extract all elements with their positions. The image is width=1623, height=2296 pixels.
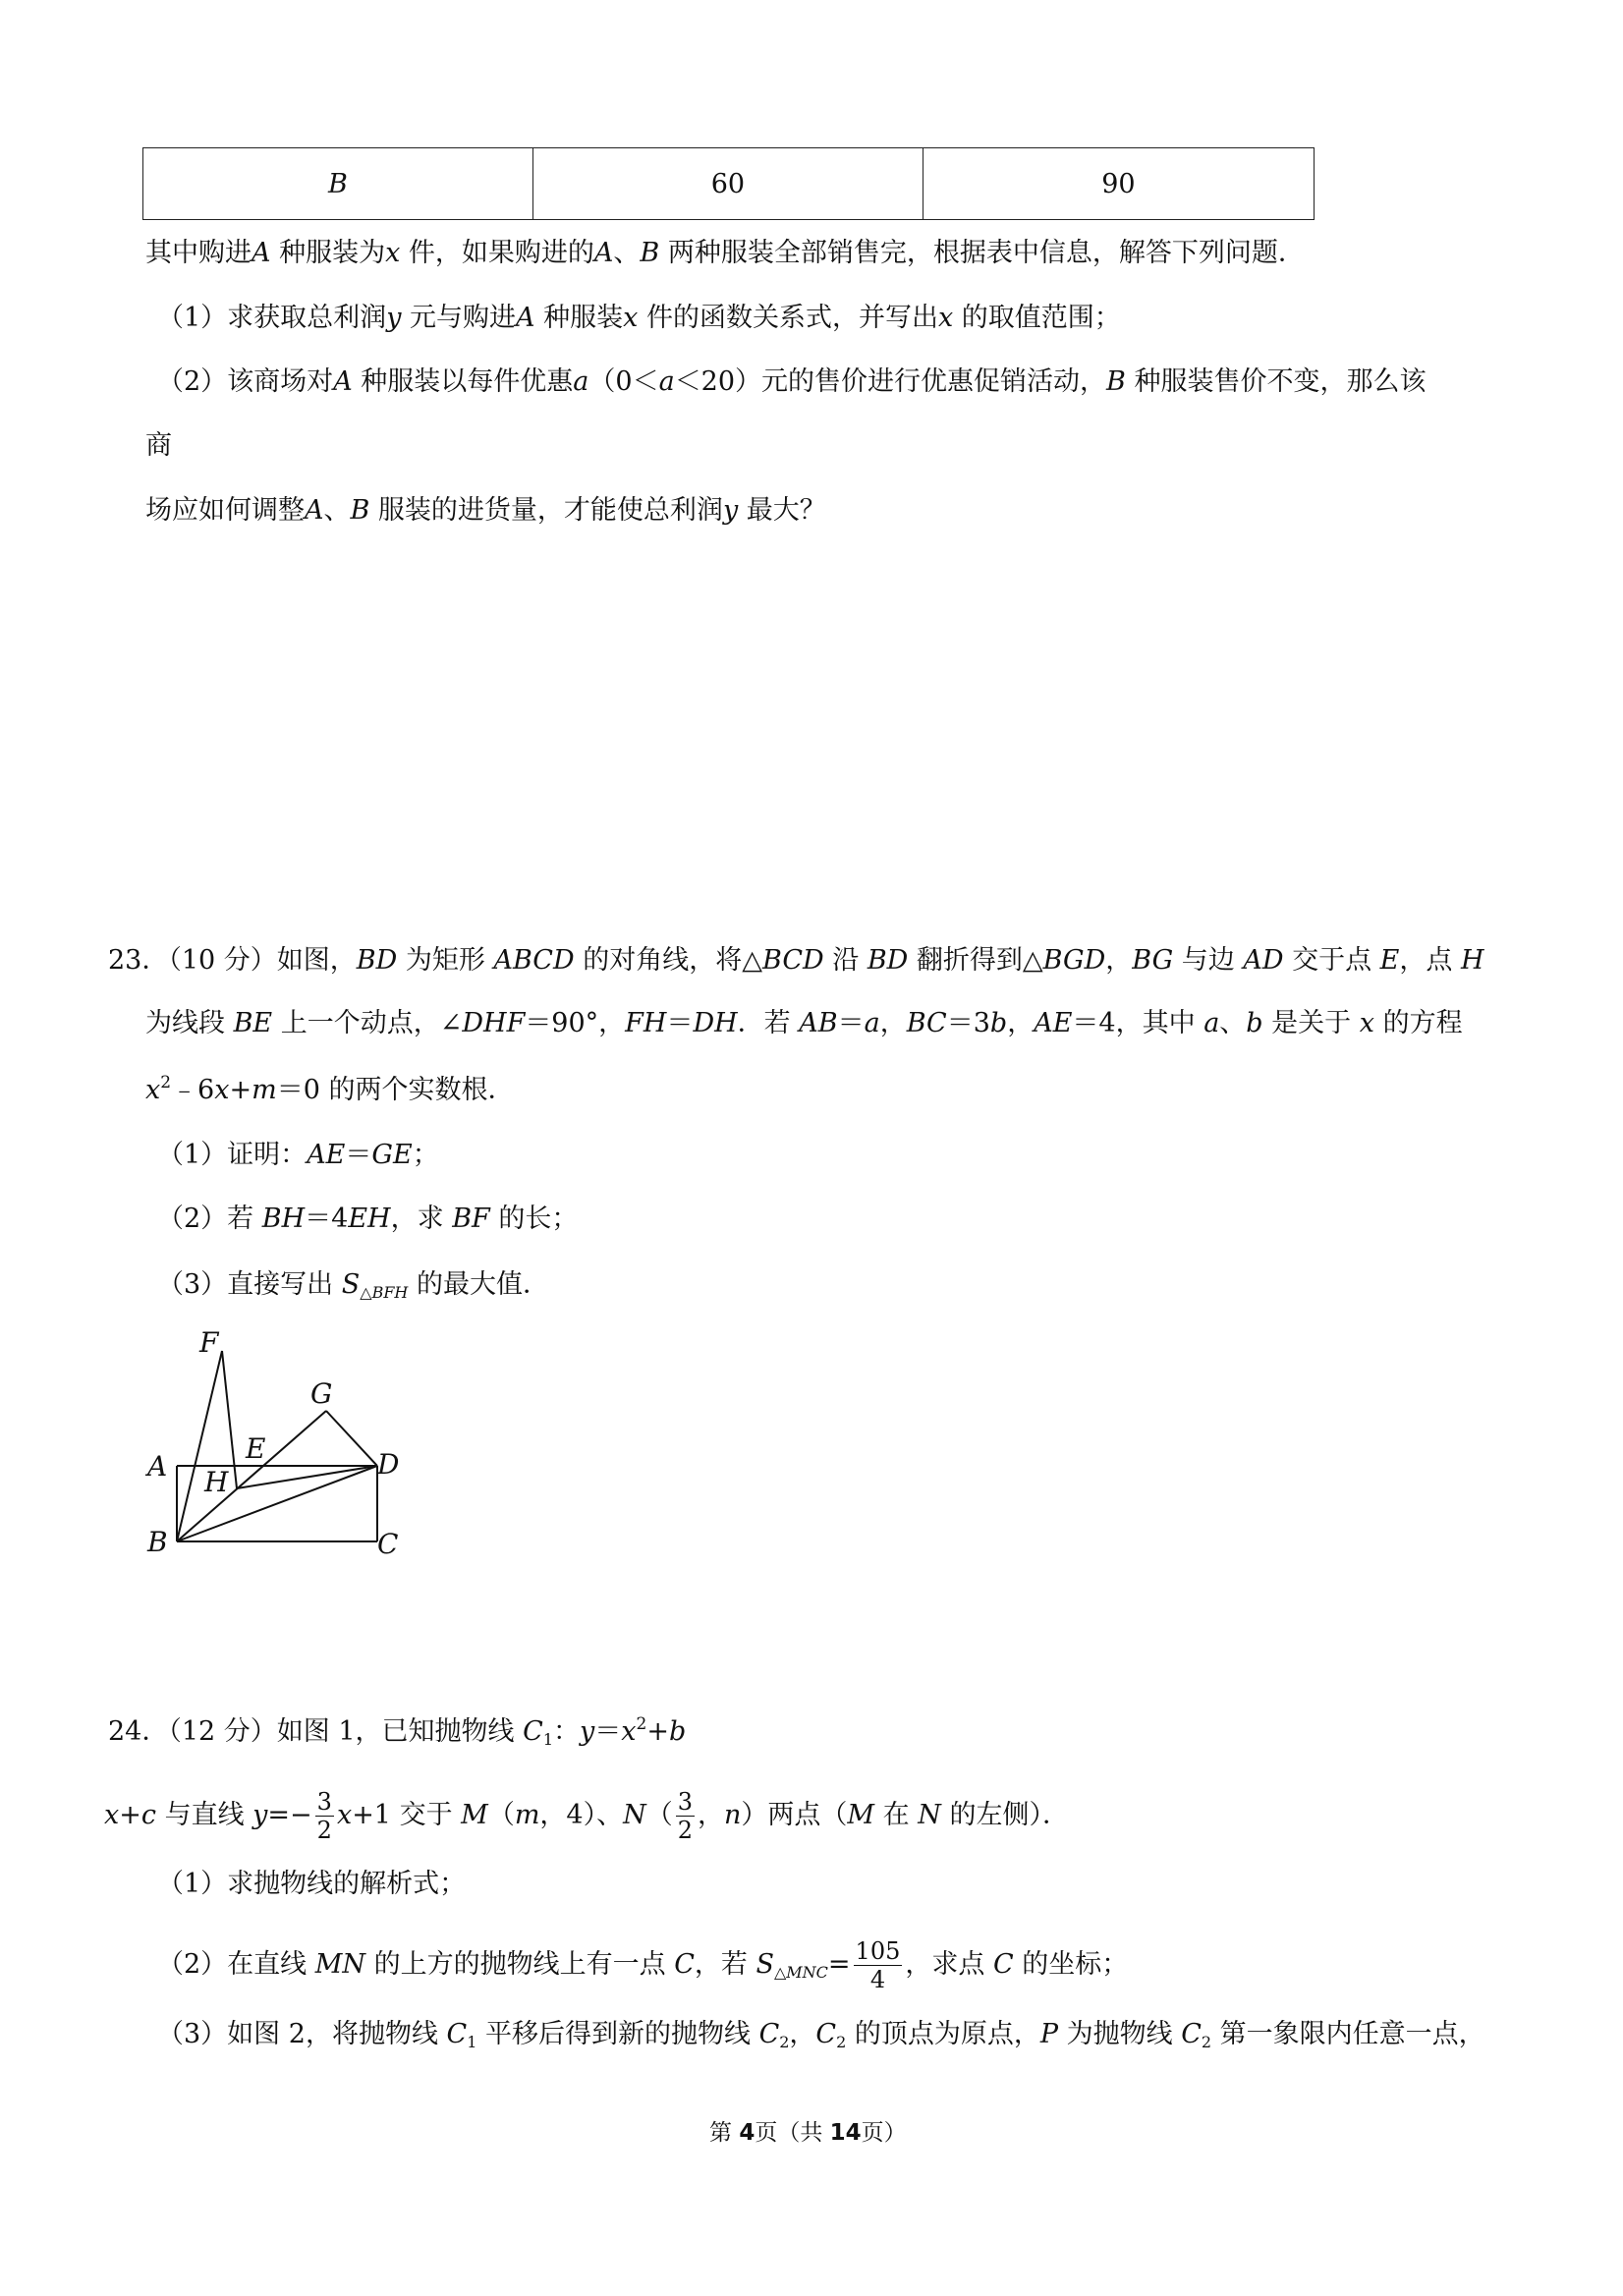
label-h: H xyxy=(204,1466,229,1498)
label-a: A xyxy=(147,1450,168,1483)
segment-gd xyxy=(326,1411,377,1466)
q23-part3: （3）直接写出 $S_{\triangle BFH}$ 的最大值． xyxy=(157,1269,549,1302)
fraction-three-halves: $\frac{3}{2}$ xyxy=(316,1788,332,1844)
label-d: D xyxy=(377,1448,400,1481)
q24-part2: （2）在直线 MN 的上方的抛物线上有一点 C，若 $S_{\triangle MNC}=$ $\frac{105}{4}$ ，求点 C 的坐标； xyxy=(157,1937,1129,1993)
table-cell-price: 90 xyxy=(923,148,1314,220)
page-footer: 第 4页（共 14页） xyxy=(709,2120,907,2146)
table-row xyxy=(143,148,1315,220)
q22-intro: 其中购进A 种服装为x 件，如果购进的A、B 两种服装全部销售完，根据表中信息，解答下列问题． xyxy=(145,238,1305,268)
q22-part2: （2）该商场对A 种服装以每件优惠a（0＜a＜20）元的售价进行优惠促销活动，B 种服装售价不变，那么该 xyxy=(157,366,1427,397)
q24-line1: 24．（12 分）如图 1，已知抛物线 $C_1$：$y=x^2+b$ xyxy=(108,1714,687,1749)
table-cell-cost: 60 xyxy=(532,148,923,220)
label-b: B xyxy=(147,1526,168,1558)
q24-part3: （3）如图 2，将抛物线 $C_1$ 平移后得到新的抛物线 $C_2$，$C_2$ 的顶点为原点，P 为抛物线 $C_2$ 第一象限内任意一点， xyxy=(157,2019,1485,2051)
segment-bg xyxy=(177,1411,326,1541)
fraction-105-over-4: $\frac{105}{4}$ xyxy=(855,1937,901,1993)
q24-line2: x+c 与直线 y=− $\frac{3}{2}$ x+1 交于 M（m，4）、N（ $\frac{3}{2}$ ，n）两点（M 在 N 的左侧）． xyxy=(104,1788,1069,1844)
q23-part2: （2）若 BH＝4EH，求 BF 的长； xyxy=(157,1204,579,1234)
segment-hd xyxy=(237,1466,377,1488)
label-g: G xyxy=(310,1377,333,1410)
q23-part1: （1）证明：AE＝GE； xyxy=(157,1140,439,1170)
q22-part1: （1）求获取总利润y 元与购进A 种服装x 件的函数关系式，并写出x 的取值范围； xyxy=(157,303,1121,333)
label-e: E xyxy=(246,1432,266,1465)
q23-line1: 23．（10 分）如图，BD 为矩形 ABCD 的对角线，将△BCD 沿 BD 翻折得到△BGD，BG 与边 AD 交于点 E，点 H xyxy=(108,945,1484,976)
data-table xyxy=(142,147,1315,220)
table-cell-type: B xyxy=(143,148,533,220)
q22-part2-cont: 场应如何调整A、B 服装的进货量，才能使总利润y 最大？ xyxy=(145,495,826,526)
q24-part1: （1）求抛物线的解析式； xyxy=(157,1869,467,1899)
segment-bf xyxy=(177,1351,222,1541)
label-c: C xyxy=(377,1528,399,1560)
label-f: F xyxy=(199,1326,219,1359)
page-number: 4 xyxy=(739,2120,756,2146)
page-total: 14 xyxy=(829,2120,862,2146)
q22-part2-wrap: 商 xyxy=(145,430,172,461)
fraction-three-halves-n: $\frac{3}{2}$ xyxy=(677,1788,694,1844)
q23-line3: $x^2﹣6x+m=0$ 的两个实数根． xyxy=(145,1073,515,1105)
q23-line2: 为线段 BE 上一个动点，∠DHF＝90°，FH＝DH．若 AB＝a，BC＝3b，AE＝4，其中 a、b 是关于 x 的方程 xyxy=(145,1008,1463,1038)
